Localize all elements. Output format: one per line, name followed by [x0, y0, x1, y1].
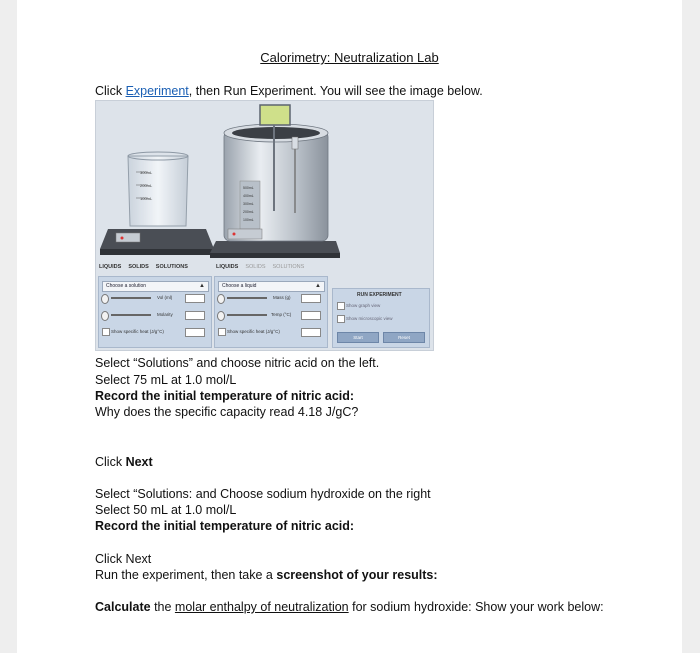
molarity-label: Molarity [157, 312, 173, 317]
microscopic-view-label: Show microscopic view [346, 316, 393, 321]
instruction-8 [95, 600, 604, 614]
molarity-slider-knob[interactable] [101, 311, 109, 321]
beaker [128, 156, 188, 226]
run-experiment-panel [332, 288, 430, 348]
simulation-image [95, 100, 434, 351]
instruction-2: Select 75 mL at 1.0 mol/L [95, 373, 237, 387]
temp-label: Temp (°C) [271, 312, 292, 317]
show-work-text: for sodium hydroxide: Show your work below: [348, 600, 604, 614]
calculate-text: Calculate [95, 600, 151, 614]
right-specific-heat-checkbox[interactable] [218, 328, 226, 336]
molarity-slider-track[interactable] [111, 314, 151, 316]
dropdown-arrow-icon: ▲ [199, 283, 205, 289]
left-dropdown-value: Choose a solution [106, 283, 147, 289]
dropdown-arrow-icon: ▲ [315, 283, 321, 289]
calorimeter-mark-400: 400mL [243, 194, 254, 198]
question-1: Why does the specific capacity read 4.18 J/gC? [95, 405, 359, 419]
beaker-mark-100: 100mL [140, 196, 153, 201]
calorimeter-mark-300: 300mL [243, 202, 254, 206]
instruction-4: Select “Solutions: and Choose sodium hydroxide on the right [95, 487, 431, 501]
left-specific-heat-checkbox[interactable] [102, 328, 110, 336]
mass-input[interactable] [301, 294, 321, 303]
temp-input[interactable] [301, 311, 321, 320]
run-experiment-title: RUN EXPERIMENT [357, 292, 402, 298]
next-text: Next [125, 455, 153, 469]
vol-label: Vol (ml) [157, 295, 173, 300]
right-tab-liquids[interactable]: LIQUIDS [216, 264, 239, 270]
screenshot-text: screenshot of your results: [276, 568, 438, 582]
run-text: Run the experiment, then take a [95, 568, 277, 582]
start-button[interactable]: Start [337, 332, 379, 343]
instruction-5: Select 50 mL at 1.0 mol/L [95, 503, 237, 517]
the-text: the [150, 600, 175, 614]
calorimeter-mark-500: 500mL [243, 186, 254, 190]
microscopic-view-checkbox[interactable] [337, 315, 345, 323]
left-specific-heat-label: Show specific heat (J/g°C) [111, 329, 164, 334]
vol-input[interactable] [185, 294, 205, 303]
right-specific-heat-input[interactable] [301, 328, 321, 337]
beaker-mark-200: 200mL [140, 183, 153, 188]
instruction-next-2: Click Next [95, 552, 152, 566]
graph-view-checkbox[interactable] [337, 302, 345, 310]
document-page [17, 0, 682, 653]
reset-button[interactable]: Reset [383, 332, 425, 343]
right-tabs [216, 264, 304, 270]
instruction-3: Record the initial temperature of nitric acid: [95, 389, 355, 403]
instruction-7 [95, 568, 438, 582]
left-tabs [99, 264, 188, 270]
click-text: Click [95, 455, 126, 469]
mass-label: Mass (g) [273, 295, 291, 300]
right-tab-solids[interactable]: SOLIDS [245, 264, 266, 270]
right-specific-heat-label: Show specific heat (J/g°C) [227, 329, 280, 334]
calorimeter [224, 131, 328, 241]
intro-suffix: , then Run Experiment. You will see the image below. [188, 84, 483, 98]
temp-slider-track[interactable] [227, 314, 267, 316]
left-scale-light [121, 237, 124, 240]
instruction-next-1 [95, 455, 153, 469]
mass-slider-knob[interactable] [217, 294, 225, 304]
molarity-input[interactable] [185, 311, 205, 320]
left-tab-solutions[interactable]: SOLUTIONS [155, 264, 188, 270]
thermometer-display [260, 105, 290, 125]
graph-view-label: Show graph view [346, 303, 381, 308]
vol-slider-track[interactable] [111, 297, 151, 299]
instruction-1: Select “Solutions” and choose nitric acid on the left. [95, 356, 380, 370]
left-control-panel [98, 276, 212, 348]
experiment-link[interactable]: Experiment [125, 84, 189, 98]
left-solution-dropdown[interactable] [102, 281, 209, 292]
molar-enthalpy-text: molar enthalpy of neutralization [174, 600, 349, 614]
intro-prefix: Click [95, 84, 126, 98]
calorimeter-mark-100: 100mL [243, 218, 254, 222]
right-dropdown-value: Choose a liquid [222, 283, 257, 289]
right-liquid-dropdown[interactable] [218, 281, 325, 292]
left-tab-solids[interactable]: SOLIDS [128, 264, 149, 270]
right-control-panel [214, 276, 328, 348]
mass-slider-track[interactable] [227, 297, 267, 299]
left-tab-liquids[interactable]: LIQUIDS [99, 264, 122, 270]
beaker-mark-300: 300mL [140, 170, 153, 175]
calorimeter-mark-200: 200mL [243, 210, 254, 214]
intro-line [95, 84, 483, 98]
lab-apparatus-drawing [96, 101, 433, 261]
temp-slider-knob[interactable] [217, 311, 225, 321]
page-title: Calorimetry: Neutralization Lab [260, 50, 439, 65]
right-tab-solutions[interactable]: SOLUTIONS [272, 264, 305, 270]
left-specific-heat-input[interactable] [185, 328, 205, 337]
vol-slider-knob[interactable] [101, 294, 109, 304]
instruction-6: Record the initial temperature of nitric acid: [95, 519, 355, 533]
